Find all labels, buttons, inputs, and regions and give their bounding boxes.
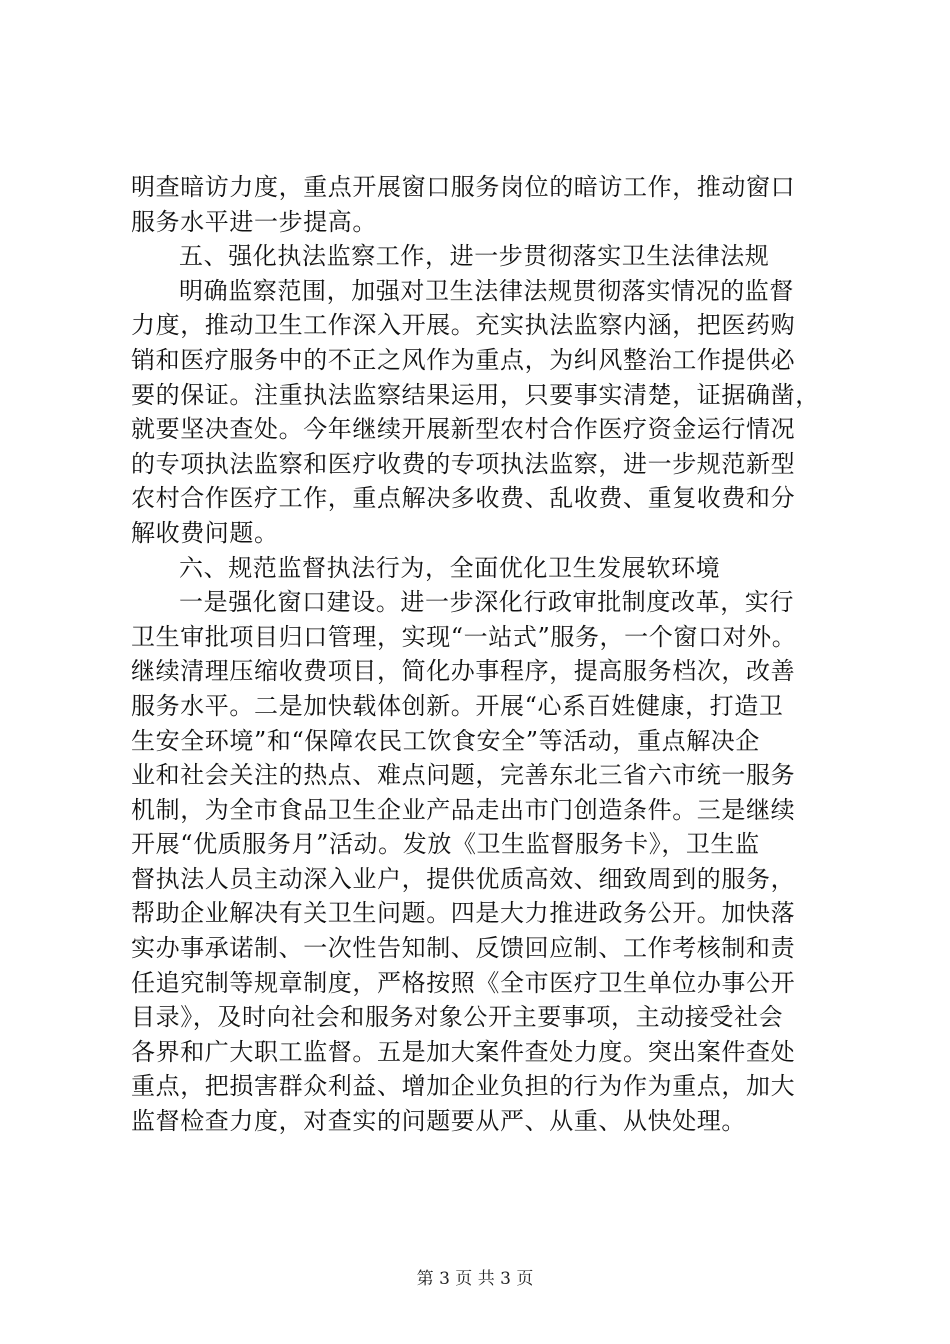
text-line: 明查暗访力度，重点开展窗口服务岗位的暗访工作，推动窗口 [131, 173, 796, 201]
text-line: 帮助企业解决有关卫生问题。四是大力推进政务公开。加快落 [131, 899, 796, 928]
text-line: 生安全环境”和“保障农民工饮食安全”等活动，重点解决企 [131, 726, 761, 755]
text-line: 的专项执法监察和医疗收费的专项执法监察，进一步规范新型 [131, 449, 796, 478]
text-line: 服务水平。二是加快载体创新。开展“心系百姓健康，打造卫 [131, 691, 784, 720]
text-line: 就要坚决查处。今年继续开展新型农村合作医疗资金运行情况 [131, 415, 796, 444]
text-line: 要的保证。注重执法监察结果运用，只要事实清楚，证据确凿， [131, 380, 820, 409]
document-body [131, 170, 831, 1139]
text-line: 重点，把损害群众利益、增加企业负担的行为作为重点，加大 [131, 1072, 796, 1101]
page-number: 第 3 页 共 3 页 [416, 1269, 534, 1289]
text-line: 一是强化窗口建设。进一步深化行政审批制度改革，实行 [179, 588, 794, 617]
section-heading: 六、规范监督执法行为，全面优化卫生发展软环境 [179, 553, 721, 582]
text-line: 解收费问题。 [131, 518, 279, 547]
text-line: 继续清理压缩收费项目，简化办事程序，提高服务档次，改善 [131, 657, 796, 686]
section-heading: 五、强化执法监察工作，进一步贯彻落实卫生法律法规 [179, 242, 770, 271]
text-line: 业和社会关注的热点、难点问题，完善东北三省六市统一服务 [131, 761, 796, 790]
text-line: 销和医疗服务中的不正之风作为重点，为纠风整治工作提供必 [131, 345, 796, 374]
text-line: 明确监察范围，加强对卫生法律法规贯彻落实情况的监督 [179, 276, 794, 305]
text-line: 实办事承诺制、一次性告知制、反馈回应制、工作考核制和责 [131, 934, 796, 963]
text-line: 监督检查力度，对查实的问题要从严、从重、从快处理。 [131, 1107, 746, 1136]
text-line: 督执法人员主动深入业户，提供优质高效、细致周到的服务， [131, 864, 796, 893]
text-line: 任追究制等规章制度，严格按照《全市医疗卫生单位办事公开 [131, 968, 796, 997]
text-line: 卫生审批项目归口管理，实现“一站式”服务，一个窗口对外。 [131, 622, 797, 651]
text-line: 力度，推动卫生工作深入开展。充实执法监察内涵，把医药购 [131, 311, 796, 340]
page-footer [0, 1264, 950, 1289]
text-line: 服务水平进一步提高。 [131, 207, 377, 236]
text-line: 开展“优质服务月”活动。发放《卫生监督服务卡》，卫生监 [131, 830, 760, 859]
text-line: 机制，为全市食品卫生企业产品走出市门创造条件。三是继续 [131, 795, 796, 824]
text-line: 各界和广大职工监督。五是加大案件查处力度。突出案件查处 [131, 1037, 796, 1066]
text-line: 目录》，及时向社会和服务对象公开主要事项，主动接受社会 [131, 1003, 784, 1032]
text-line: 农村合作医疗工作，重点解决多收费、乱收费、重复收费和分 [131, 484, 796, 513]
